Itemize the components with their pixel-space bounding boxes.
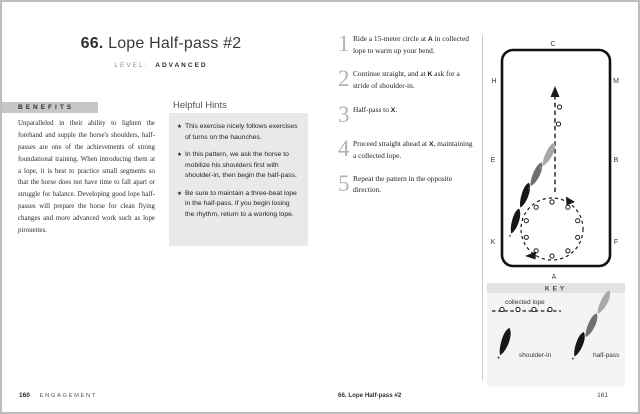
level-value: ADVANCED [155, 62, 208, 69]
key-label-collected-lope: collected lope [505, 299, 545, 306]
hint-text: Be sure to maintain a three-beat lope in the half-pass. If you begin losing the rhythm, return to a working lope. [185, 189, 297, 218]
benefits-heading-text: BENEFITS [18, 104, 75, 111]
circle-at-a [521, 197, 583, 261]
step-text: Proceed straight ahead at X, maintaining a collected lope. [353, 138, 473, 160]
step-item [338, 172, 474, 195]
right-page-number: 161 [597, 392, 608, 399]
footer-section-name: ENGAGEMENT [39, 393, 97, 399]
page-title [2, 35, 320, 53]
exercise-name: Lope Half-pass #2 [108, 35, 242, 52]
arena-outline [502, 50, 610, 266]
hint-text: This exercise nicely follows exercises of turns on the haunches. [185, 123, 298, 141]
step-text: Continue straight, and at K ask for a stride of shoulder-in. [353, 69, 460, 91]
star-bullet-icon: ★ [177, 152, 182, 159]
step-number: 1 [338, 31, 350, 56]
steps-list [338, 32, 474, 206]
step-number: 5 [338, 170, 350, 196]
centerline-path [551, 86, 562, 192]
hint-item [177, 189, 300, 221]
hint-item [177, 150, 300, 182]
arena-letter-k: K [490, 239, 496, 246]
arena-letter-a: A [551, 274, 557, 281]
horse-shoulder-in-1 [508, 208, 521, 239]
step-item [338, 67, 474, 91]
footer-left [19, 392, 97, 399]
step-number: 4 [338, 135, 350, 161]
step-item [338, 137, 474, 161]
benefits-heading [2, 102, 98, 113]
arena-letter-e: E [490, 157, 496, 164]
circle-direction-arrow [566, 197, 575, 206]
key-label-half-pass: half-pass [593, 352, 620, 359]
arena-letter-h: H [491, 78, 497, 85]
arena-letter-f: F [613, 239, 619, 246]
benefits-paragraph: Unparalleled in their ability to lighten the forehand and supple the horse's shoulders, half-passes are one of the achievements of strong foundational training. When introducing them at a lope, it is best to practice small segments so that the horse does not have time to fall apart or struggle for balance. Developing good lope half-passes will prepare the horse for clean flying changes and more advanced work such as lope pirouettes. [18, 120, 155, 234]
key-label-shoulder-in: shoulder-in [519, 352, 552, 359]
path-arrow-up [551, 86, 560, 97]
step-item [338, 32, 474, 56]
arena-letter-c: C [550, 41, 556, 48]
left-page-number: 160 [19, 392, 30, 399]
arena-letter-b: B [613, 157, 619, 164]
hint-text: In this pattern, we ask the horse to mobilize his shoulders first with shoulder-in, then begin the half-pass. [185, 151, 297, 180]
helpful-hints-title: Helpful Hints [173, 100, 227, 111]
level-label: LEVEL: [114, 62, 149, 69]
step-number: 3 [338, 101, 350, 127]
step-text: Repeat the pattern in the opposite direction. [353, 173, 453, 194]
exercise-title-block [2, 35, 320, 69]
star-bullet-icon: ★ [177, 124, 182, 130]
exercise-number: 66. [80, 35, 104, 52]
arena-diagram [483, 32, 639, 392]
key-title: KEY [544, 285, 568, 293]
level-line [2, 62, 320, 69]
footer-running-title: 66. Lope Half-pass #2 [338, 392, 402, 399]
step-number: 2 [338, 66, 350, 92]
step-item [338, 103, 474, 126]
circle-exit-arrow [525, 252, 536, 260]
arena-letter-m: M [613, 78, 619, 85]
step-text: Ride a 15-meter circle at A in collected lope to warm up your bend. [353, 34, 469, 56]
star-bullet-icon: ★ [177, 190, 182, 197]
step-text: Half-pass to X. [353, 104, 398, 114]
helpful-hints-box [169, 113, 308, 246]
hint-item [177, 122, 300, 143]
